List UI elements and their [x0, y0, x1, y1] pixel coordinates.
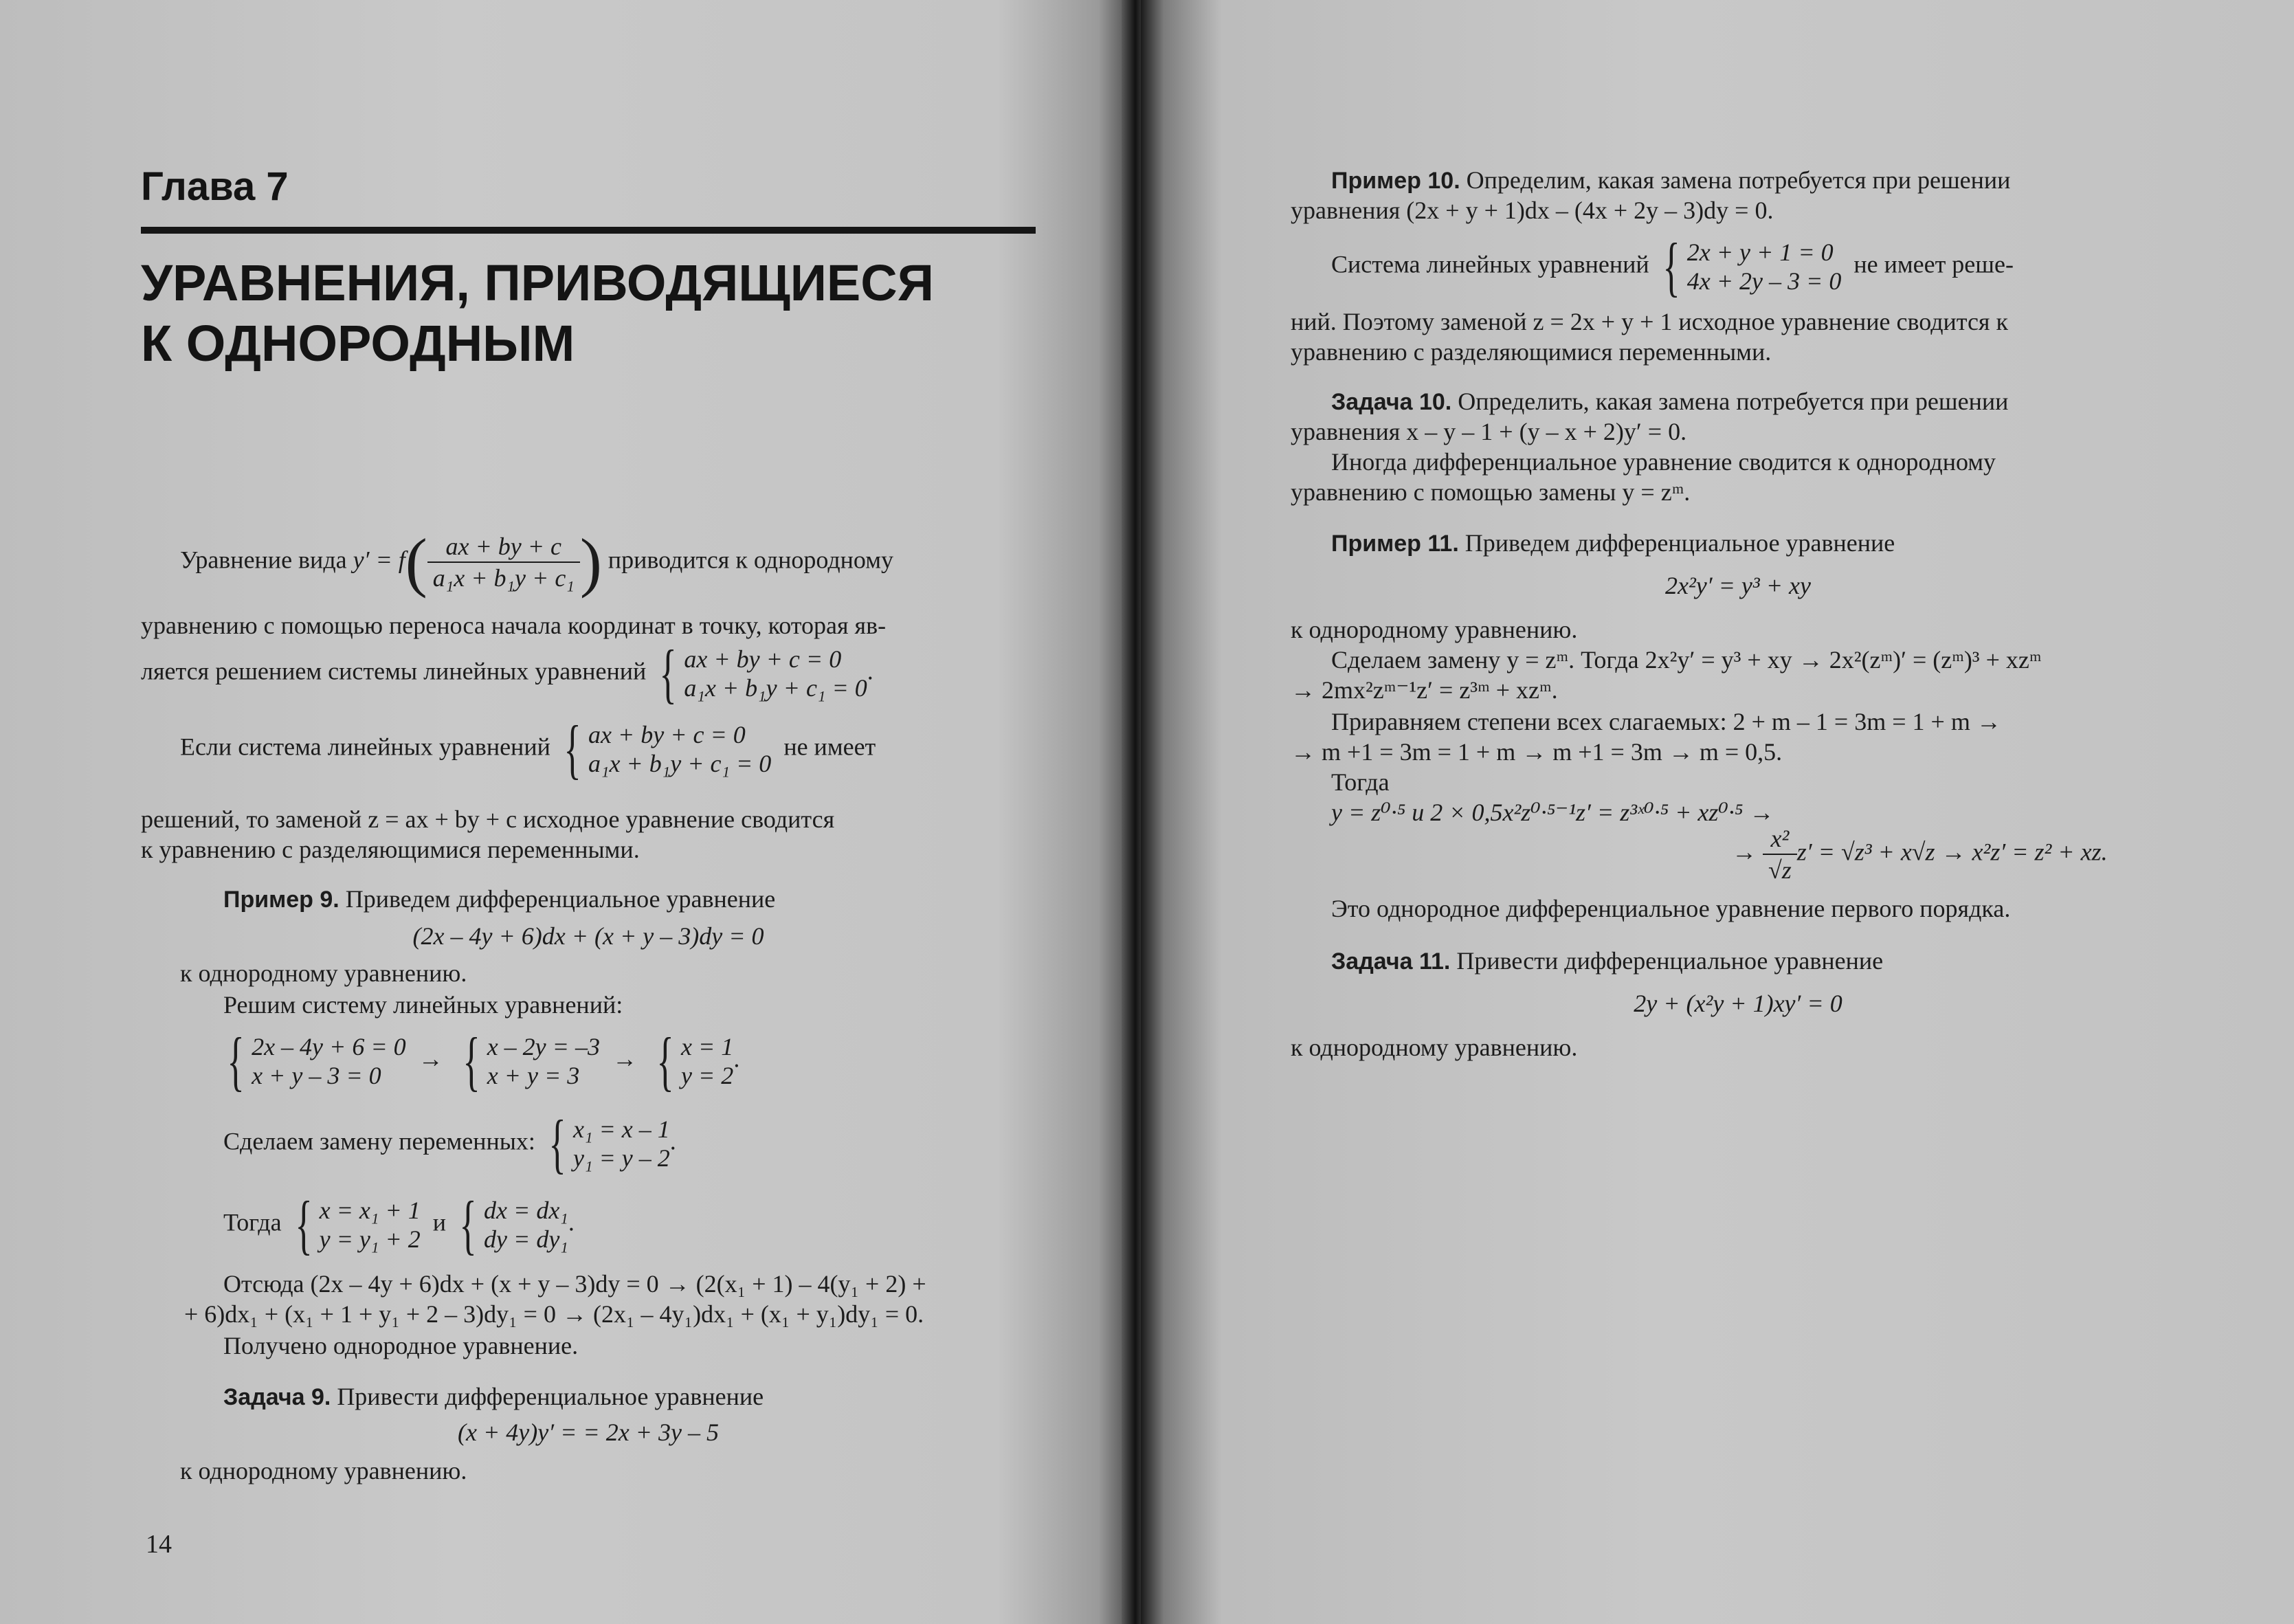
task-11-label: Задача 11. — [1331, 948, 1451, 975]
intro-numerator: ax + by + c — [427, 531, 580, 563]
brace: { — [294, 1188, 313, 1261]
example-9-equation: (2x – 4y + 6)dx + (x + y – 3)dy = 0 — [412, 922, 764, 950]
system-b — [487, 1032, 600, 1090]
sometimes-line-1: Иногда дифференциальное уравнение сводится к однородному — [1331, 448, 1996, 476]
brace: { — [459, 1188, 477, 1261]
intro-suffix: приводится к однородному — [601, 546, 894, 574]
hence-line-2: + 6)dx₁ + (x₁ + 1 + y₁ + 2 – 3)dy₁ = 0 → (2x₁ – 4y₁)dx₁ + (x₁ + y₁)dy₁ = 0. — [184, 1300, 924, 1328]
then-system-1 — [320, 1196, 421, 1254]
then-equation-2-rest: z′ = √z³ + x√z → x²z′ = z² + xz. — [1796, 838, 2108, 866]
brace: { — [659, 636, 678, 710]
arrow-icon: → — [612, 1045, 637, 1073]
task-9-label: Задача 9. — [223, 1384, 331, 1410]
example-11-target: к однородному уравнению. — [1291, 616, 1578, 643]
system-eq-1: ax + by + c = 0 — [588, 721, 746, 748]
then-denominator: √z — [1768, 856, 1792, 884]
system-eq-2: a₁x + b₁y + c₁ = 0 — [588, 750, 772, 777]
substitution-text: Сделаем замену переменных: — [223, 1127, 535, 1155]
system-eq-1: ax + by + c = 0 — [684, 645, 842, 673]
close-paren: ) — [579, 525, 602, 599]
task-10-line-2: уравнения x – y – 1 + (y – x + 2)y′ = 0. — [1291, 418, 1687, 445]
then-eq-4: dy = dy₁ — [484, 1225, 568, 1253]
arrow-icon: → — [1732, 838, 1757, 866]
task-10-heading — [1331, 386, 2185, 417]
system-suffix: не имеет реше- — [1853, 250, 2014, 278]
task-11-equation: 2y + (x²y + 1)xy′ = 0 — [1634, 990, 1842, 1017]
task-9-target: к однородному уравнению. — [180, 1457, 467, 1484]
example-11-text: Приведем дифференциальное уравнение — [1458, 529, 1895, 557]
intro-line-2: уравнению с помощью переноса начала координат в точку, которая яв- — [141, 612, 887, 639]
then-eq-1: x = x₁ + 1 — [319, 1197, 421, 1224]
if-system-line — [180, 712, 1036, 786]
intro-formula-line — [180, 525, 1036, 599]
hence-line-1: Отсюда (2x – 4y + 6)dx + (x + y – 3)dy = 0 → (2(x₁ + 1) – 4(y₁ + 2) + — [223, 1270, 926, 1298]
if-prefix: Если система линейных уравнений — [180, 733, 550, 761]
right-page — [1141, 0, 2294, 1624]
example-9-heading — [223, 884, 1036, 915]
system-b-eq-2: x + y = 3 — [487, 1062, 580, 1089]
page-number: 14 — [146, 1530, 172, 1559]
substitution-eq-2: y₁ = y – 2 — [573, 1144, 670, 1172]
example-11-label: Пример 11. — [1331, 531, 1459, 557]
example-10-heading — [1331, 165, 2185, 196]
if-suffix: не имеет — [783, 733, 876, 761]
intro-fraction — [427, 531, 580, 593]
brace: { — [1662, 230, 1680, 303]
then-numerator: x² — [1763, 823, 1797, 855]
chapter-rule — [141, 227, 1036, 234]
system-eq-2: a₁x + b₁y + c₁ = 0 — [684, 674, 867, 702]
brace: { — [656, 1024, 674, 1098]
example-9-solve: Решим систему линейных уравнений: — [223, 991, 623, 1019]
system-eq-1: 2x + y + 1 = 0 — [1686, 238, 1834, 266]
substitution-line: Сделаем замену переменных: { x₁ = x – 1 y₁ = y – 2. — [223, 1106, 676, 1180]
brace: { — [462, 1024, 480, 1098]
example-10-line-2: уравнения (2x + y + 1)dx – (4x + 2y – 3)dy = 0. — [1291, 197, 1774, 224]
homogeneous-line: Это однородное дифференциальное уравнение первого порядка. — [1331, 895, 2011, 922]
equate-line-1: Приравняем степени всех слагаемых: 2 + m – 1 = 3m = 1 + m → — [1331, 708, 2001, 735]
example-9-label: Пример 9. — [223, 887, 339, 913]
then-equation-1: y = z⁰·⁵ и 2 × 0,5x²z⁰·⁵⁻¹z′ = z³ˣ⁰·⁵ + xz⁰·⁵ → — [1331, 799, 1774, 826]
intro-prefix: Уравнение вида — [180, 546, 353, 574]
system — [1687, 238, 1842, 296]
then-eq-2: y = y₁ + 2 — [319, 1225, 421, 1253]
intro-system — [684, 645, 867, 702]
system-line-2: ний. Поэтому заменой z = 2x + y + 1 исходное уравнение сводится к — [1291, 308, 2008, 335]
system-a-eq-2: x + y – 3 = 0 — [252, 1062, 381, 1089]
system-c — [681, 1032, 733, 1090]
chapter-title — [141, 253, 934, 374]
task-11-target: к однородному уравнению. — [1291, 1034, 1578, 1061]
intro-line-3: ляется решением системы линейных уравнений { ax + by + c = 0 a₁x + b₁y + c₁ = 0. — [141, 636, 873, 710]
substitution-system — [573, 1115, 670, 1172]
then-equation-2 — [1732, 823, 2185, 885]
system-line — [1331, 230, 2185, 303]
substitution-line-2: → 2mx²zᵐ⁻¹z′ = z³ᵐ + xzᵐ. — [1291, 676, 1558, 704]
then-system-2 — [484, 1196, 568, 1254]
system-text: Система линейных уравнений — [1331, 250, 1649, 278]
intro-denominator: a₁x + b₁y + c₁ — [432, 564, 575, 592]
open-paren: ( — [405, 525, 427, 599]
brace: { — [564, 712, 581, 786]
intro-line-3-text: ляется решением системы линейных уравнений — [141, 657, 647, 685]
task-11-text: Привести дифференциальное уравнение — [1450, 947, 1884, 975]
system-a — [252, 1032, 406, 1090]
task-10-text: Определить, какая замена потребуется при решении — [1451, 388, 2009, 415]
example-9-text: Приведем дифференциальное уравнение — [339, 885, 776, 913]
then-eq-3: dx = dx₁ — [484, 1197, 568, 1224]
system-eq-2: 4x + 2y – 3 = 0 — [1686, 267, 1842, 295]
then-line: Тогда { x = x₁ + 1 y = y₁ + 2 и { dx = dx₁ dy = dy₁. — [223, 1188, 575, 1261]
and-word: и — [432, 1208, 446, 1236]
example-9-target: к однородному уравнению. — [180, 959, 467, 987]
substitution-eq-1: x₁ = x – 1 — [573, 1115, 670, 1143]
task-9-heading — [223, 1381, 1036, 1412]
system-b-eq-1: x – 2y = –3 — [487, 1033, 600, 1060]
chapter-title-line-1: УРАВНЕНИЯ, ПРИВОДЯЩИЕСЯ — [141, 254, 934, 311]
then-word: Тогда — [1331, 768, 1390, 796]
arrow-icon: → — [418, 1045, 443, 1073]
chapter-label: Глава 7 — [141, 164, 289, 209]
system-c-eq-2: y = 2 — [681, 1062, 734, 1089]
sometimes-line-2: уравнению с помощью замены y = zᵐ. — [1291, 478, 1691, 506]
then-word: Тогда — [223, 1208, 282, 1236]
then-fraction — [1763, 823, 1797, 885]
if-line-3: к уравнению с разделяющимися переменными. — [141, 836, 640, 863]
task-11-heading — [1331, 946, 2185, 977]
example-11-heading — [1331, 528, 2185, 559]
left-page — [0, 0, 1133, 1624]
example-10-label: Пример 10. — [1331, 168, 1460, 194]
task-10-label: Задача 10. — [1331, 389, 1452, 415]
task-9-equation: (x + 4y)y′ = = 2x + 3y – 5 — [458, 1419, 719, 1446]
system-chain: { 2x – 4y + 6 = 0 x + y – 3 = 0 → { x – 2y = –3 x + y = 3 → { x = 1 y = 2. — [227, 1024, 740, 1098]
if-line-2: решений, то заменой z = ax + by + c исходное уравнение сводится — [141, 805, 835, 833]
obtained-line: Получено однородное уравнение. — [223, 1332, 579, 1359]
chapter-title-line-2: К ОДНОРОДНЫМ — [141, 315, 575, 372]
brace: { — [548, 1106, 566, 1180]
system-line-3: уравнению с разделяющимися переменными. — [1291, 338, 1772, 366]
brace: { — [227, 1024, 245, 1098]
system-a-eq-1: 2x – 4y + 6 = 0 — [252, 1033, 406, 1060]
if-system — [588, 720, 771, 778]
intro-function: y′ = f — [353, 546, 405, 574]
example-11-equation: 2x²y′ = y³ + xy — [1665, 572, 1811, 599]
system-c-eq-1: x = 1 — [681, 1033, 734, 1060]
example-10-text: Определим, какая замена потребуется при решении — [1460, 166, 2011, 194]
task-9-text: Привести дифференциальное уравнение — [331, 1383, 764, 1410]
substitution-line-1: Сделаем замену y = zᵐ. Тогда 2x²y′ = y³ + xy → 2x²(zᵐ)′ = (zᵐ)³ + xzᵐ — [1331, 646, 2042, 674]
equate-line-2: → m +1 = 3m = 1 + m → m +1 = 3m → m = 0,5. — [1291, 738, 1783, 766]
